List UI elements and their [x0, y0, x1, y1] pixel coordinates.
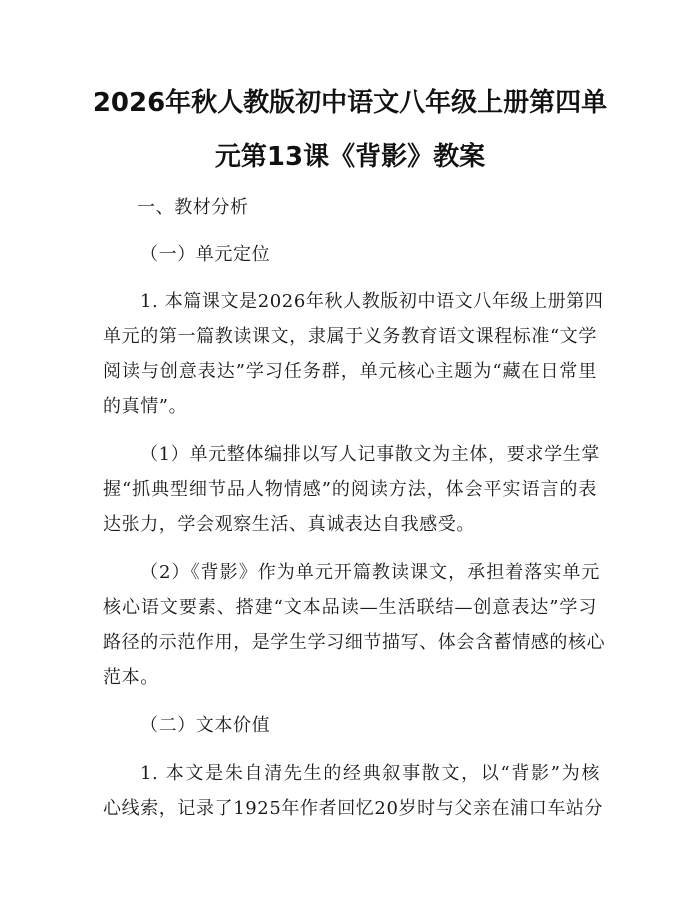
paragraph-1-line-1: 1. 本篇课文是2026年秋人教版初中语文八年级上册第四: [140, 291, 604, 312]
subheading-unit-position: （一）单元定位: [140, 244, 271, 265]
paragraph-3-line-4: 范本。: [103, 667, 159, 688]
paragraph-3-line-2: 核心语文要素、搭建“文本品读—生活联结—创意表达”学习: [103, 597, 597, 618]
section-heading-1: 一、教材分析: [137, 197, 249, 218]
paragraph-4-line-1: 1. 本文是朱自清先生的经典叙事散文，以“背影”为核: [140, 763, 600, 784]
title-line-2: 元第13课《背影》教案: [214, 142, 486, 172]
document-title: [90, 76, 610, 184]
paragraph-1-line-4: 的真情”。: [103, 396, 188, 417]
paragraph-2-line-3: 达张力，学会观察生活、真诚表达自我感受。: [103, 514, 475, 535]
subheading-text-value: （二）文本价值: [140, 715, 271, 736]
paragraph-3-line-1: （2）《背影》作为单元开篇教读课文，承担着落实单元: [140, 562, 600, 583]
paragraph-1-line-3: 阅读与创意表达”学习任务群，单元核心主题为“藏在日常里: [103, 361, 597, 382]
paragraph-1-line-2: 单元的第一篇教读课文，隶属于义务教育语文课程标准“文学: [103, 326, 597, 347]
paragraph-2-line-2: 握“抓典型细节品人物情感”的阅读方法，体会平实语言的表: [103, 479, 597, 500]
paragraph-4-line-2: 心线索，记录了1925年作者回忆20岁时与父亲在浦口车站分: [103, 798, 604, 819]
paragraph-2-line-1: （1）单元整体编排以写人记事散文为主体，要求学生掌: [140, 444, 600, 465]
paragraph-3-line-3: 路径的示范作用，是学生学习细节描写、体会含蓄情感的核心: [103, 632, 606, 653]
title-line-1: 2026年秋人教版初中语文八年级上册第四单: [92, 88, 608, 118]
